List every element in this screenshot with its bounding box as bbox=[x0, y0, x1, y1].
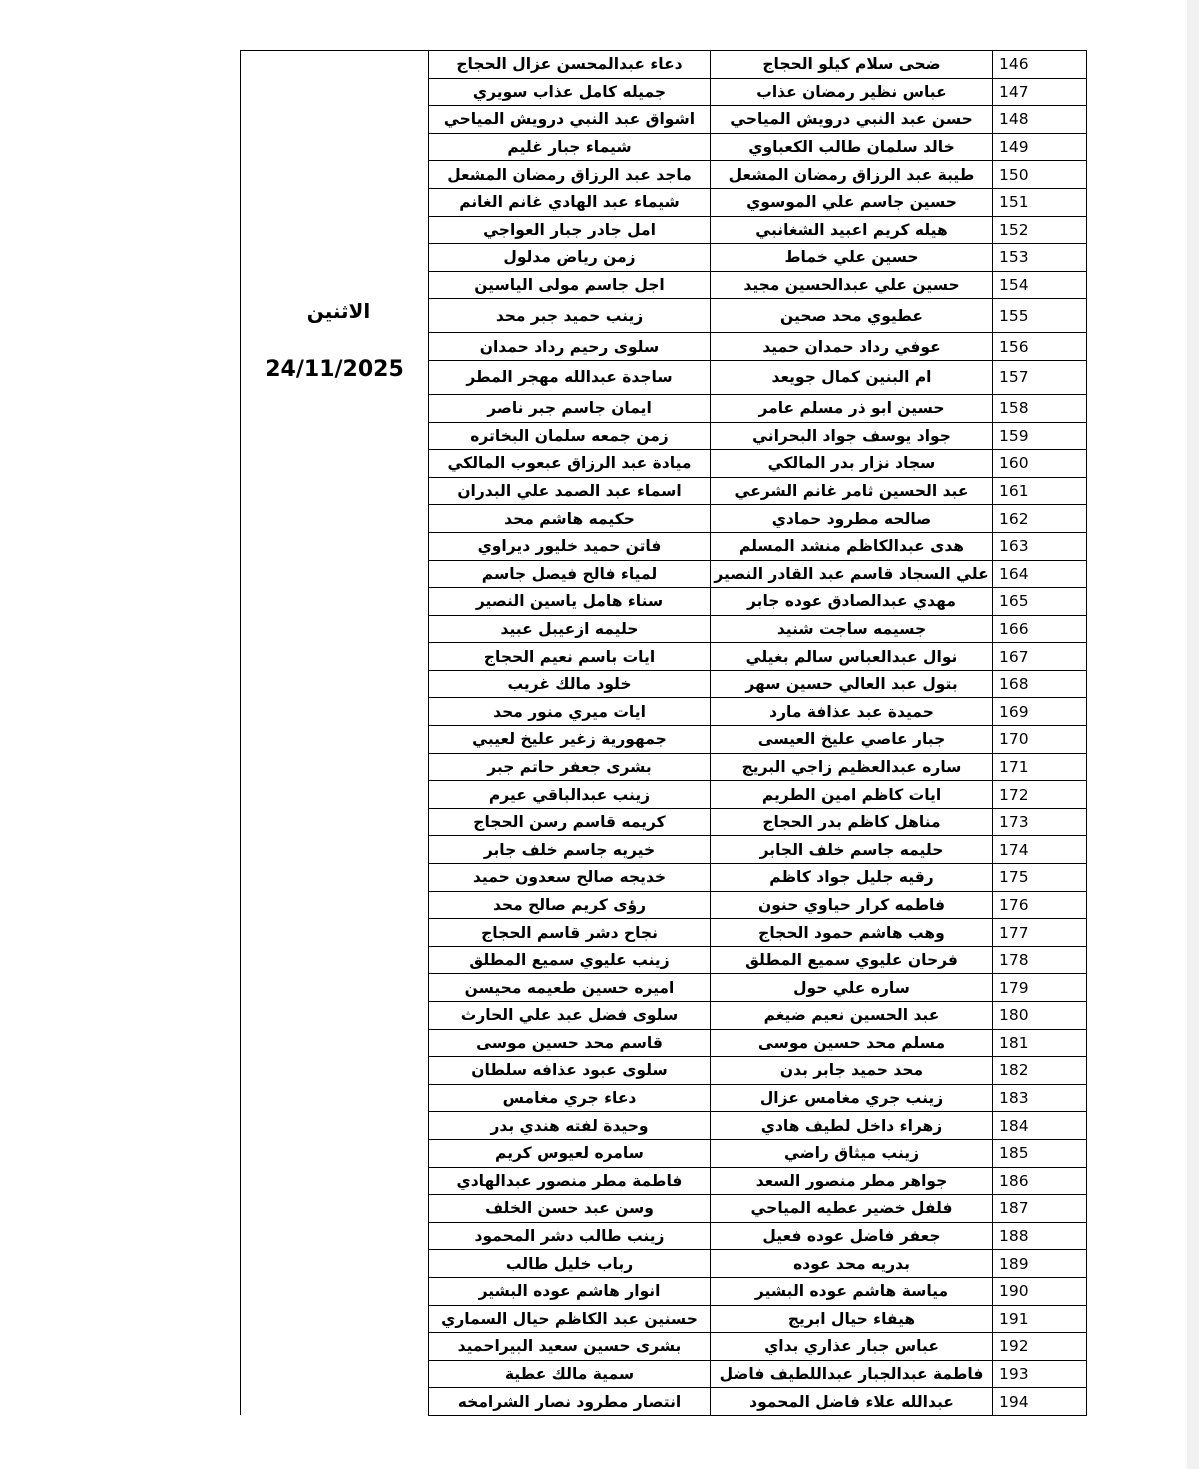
companion-name-cell: ايات باسم نعيم الحجاج bbox=[429, 643, 711, 671]
patient-name-cell: خالد سلمان طالب الكعباوي bbox=[711, 133, 993, 161]
row-number-cell: 180 bbox=[993, 1002, 1087, 1030]
patient-name-cell: عباس نظير رمضان عذاب bbox=[711, 78, 993, 106]
companion-name-cell: سامره لعيوس كريم bbox=[429, 1139, 711, 1167]
row-number-cell: 177 bbox=[993, 919, 1087, 947]
row-number-cell: 156 bbox=[993, 333, 1087, 361]
companion-name-cell: حكيمه هاشم محد bbox=[429, 505, 711, 533]
companion-name-cell: زينب عليوي سميع المطلق bbox=[429, 946, 711, 974]
companion-name-cell: اشواق عبد النبي درويش المياحي bbox=[429, 106, 711, 134]
companion-name-cell: كريمه قاسم رسن الحجاج bbox=[429, 808, 711, 836]
patient-name-cell: جواد يوسف جواد البحراني bbox=[711, 422, 993, 450]
patient-name-cell: حميدة عبد عذافة مارد bbox=[711, 698, 993, 726]
row-number-cell: 154 bbox=[993, 271, 1087, 299]
patient-name-cell: عبدالله علاء فاضل المحمود bbox=[711, 1388, 993, 1416]
row-number-cell: 176 bbox=[993, 891, 1087, 919]
patient-name-cell: فاطمه كرار حياوي حنون bbox=[711, 891, 993, 919]
companion-name-cell: ايمان جاسم جبر ناصر bbox=[429, 394, 711, 422]
row-number-cell: 179 bbox=[993, 974, 1087, 1002]
row-number-cell: 190 bbox=[993, 1277, 1087, 1305]
day-date: 24/11/2025 bbox=[265, 357, 404, 382]
patient-name-cell: عطيوي محد صحين bbox=[711, 299, 993, 333]
companion-name-cell: زمن جمعه سلمان البخاتره bbox=[429, 422, 711, 450]
row-number-cell: 153 bbox=[993, 244, 1087, 272]
companion-name-cell: فاطمة مطر منصور عبدالهادي bbox=[429, 1167, 711, 1195]
row-number-cell: 158 bbox=[993, 394, 1087, 422]
companion-name-cell: ميادة عبد الرزاق عبعوب المالكي bbox=[429, 450, 711, 478]
row-number-cell: 188 bbox=[993, 1222, 1087, 1250]
companion-name-cell: زمن رياض مدلول bbox=[429, 244, 711, 272]
patient-name-cell: فاطمة عبدالجبار عبداللطيف فاضل bbox=[711, 1360, 993, 1388]
row-number-cell: 189 bbox=[993, 1250, 1087, 1278]
patient-name-cell: حسين علي عبدالحسين مجيد bbox=[711, 271, 993, 299]
row-number-cell: 170 bbox=[993, 726, 1087, 754]
companion-name-cell: اميره حسين طعيمه محيسن bbox=[429, 974, 711, 1002]
row-number-cell: 174 bbox=[993, 836, 1087, 864]
companion-name-cell: جمهورية زغير عليخ لعيبي bbox=[429, 726, 711, 754]
patient-name-cell: صالحه مطرود حمادي bbox=[711, 505, 993, 533]
companion-name-cell: وحيدة لفته هندي بدر bbox=[429, 1112, 711, 1140]
companion-name-cell: بشرى جعفر حاتم جبر bbox=[429, 753, 711, 781]
companion-name-cell: ساجدة عبدالله مهجر المطر bbox=[429, 360, 711, 394]
companion-name-cell: جميله كامل عذاب سويري bbox=[429, 78, 711, 106]
patient-name-cell: بتول عبد العالي حسين سهر bbox=[711, 670, 993, 698]
patient-name-cell: هيفاء حيال ابريج bbox=[711, 1305, 993, 1333]
patient-name-cell: عوفي رداد حمدان حميد bbox=[711, 333, 993, 361]
companion-name-cell: اجل جاسم مولى الياسين bbox=[429, 271, 711, 299]
companion-name-cell: دعاء جري مغامس bbox=[429, 1084, 711, 1112]
companion-name-cell: خيريه جاسم خلف جابر bbox=[429, 836, 711, 864]
patient-name-cell: مناهل كاظم بدر الحجاج bbox=[711, 808, 993, 836]
patient-name-cell: هيله كريم اعبيد الشغانبي bbox=[711, 216, 993, 244]
row-number-cell: 164 bbox=[993, 560, 1087, 588]
patient-name-cell: مهدي عبدالصادق عوده جابر bbox=[711, 588, 993, 616]
companion-name-cell: شيماء جبار غليم bbox=[429, 133, 711, 161]
patient-name-cell: محد حميد جابر بدن bbox=[711, 1057, 993, 1085]
companion-name-cell: انتصار مطرود نصار الشرامخه bbox=[429, 1388, 711, 1416]
companion-name-cell: نجاح دشر قاسم الحجاج bbox=[429, 919, 711, 947]
row-number-cell: 184 bbox=[993, 1112, 1087, 1140]
patient-name-cell: جعفر فاضل عوده فعيل bbox=[711, 1222, 993, 1250]
row-number-cell: 186 bbox=[993, 1167, 1087, 1195]
row-number-cell: 181 bbox=[993, 1029, 1087, 1057]
row-number-cell: 168 bbox=[993, 670, 1087, 698]
companion-name-cell: سناء هامل ياسين النصير bbox=[429, 588, 711, 616]
patient-name-cell: عباس جبار عذاري بداي bbox=[711, 1333, 993, 1361]
patient-name-cell: جواهر مطر منصور السعد bbox=[711, 1167, 993, 1195]
patient-name-cell: حليمه جاسم خلف الجابر bbox=[711, 836, 993, 864]
patient-name-cell: حسين علي خماط bbox=[711, 244, 993, 272]
row-number-cell: 193 bbox=[993, 1360, 1087, 1388]
row-number-cell: 166 bbox=[993, 615, 1087, 643]
row-number-cell: 157 bbox=[993, 360, 1087, 394]
row-number-cell: 175 bbox=[993, 864, 1087, 892]
companion-name-cell: سلوى فضل عبد علي الحارث bbox=[429, 1002, 711, 1030]
companion-name-cell: زينب طالب دشر المحمود bbox=[429, 1222, 711, 1250]
row-number-cell: 167 bbox=[993, 643, 1087, 671]
companion-name-cell: سمية مالك عطية bbox=[429, 1360, 711, 1388]
schedule-table bbox=[240, 50, 1087, 1416]
companion-name-cell: انوار هاشم عوده البشير bbox=[429, 1277, 711, 1305]
companion-name-cell: قاسم محد حسين موسى bbox=[429, 1029, 711, 1057]
row-number-cell: 161 bbox=[993, 477, 1087, 505]
companion-name-cell: شيماء عبد الهادي غانم الغانم bbox=[429, 188, 711, 216]
day-name: الاثنين bbox=[306, 299, 371, 323]
row-number-cell: 194 bbox=[993, 1388, 1087, 1416]
companion-name-cell: زينب حميد جبر محد bbox=[429, 299, 711, 333]
companion-name-cell: بشرى حسين سعيد البيراحميد bbox=[429, 1333, 711, 1361]
companion-name-cell: رؤى كريم صالح محد bbox=[429, 891, 711, 919]
patient-name-cell: وهب هاشم حمود الحجاج bbox=[711, 919, 993, 947]
companion-name-cell: اسماء عبد الصمد علي البدران bbox=[429, 477, 711, 505]
row-number-cell: 182 bbox=[993, 1057, 1087, 1085]
patient-name-cell: هدى عبدالكاظم منشد المسلم bbox=[711, 532, 993, 560]
row-number-cell: 159 bbox=[993, 422, 1087, 450]
companion-name-cell: دعاء عبدالمحسن عزال الحجاج bbox=[429, 51, 711, 79]
companion-name-cell: حليمه ازعيبل عبيد bbox=[429, 615, 711, 643]
companion-name-cell: ماجد عبد الرزاق رمضان المشعل bbox=[429, 161, 711, 189]
companion-name-cell: حسنين عبد الكاظم حيال السماري bbox=[429, 1305, 711, 1333]
row-number-cell: 185 bbox=[993, 1139, 1087, 1167]
row-number-cell: 183 bbox=[993, 1084, 1087, 1112]
row-number-cell: 148 bbox=[993, 106, 1087, 134]
patient-name-cell: سجاد نزار بدر المالكي bbox=[711, 450, 993, 478]
patient-name-cell: زهراء داخل لطيف هادي bbox=[711, 1112, 993, 1140]
patient-name-cell: جبار عاصي عليخ العيسى bbox=[711, 726, 993, 754]
row-number-cell: 146 bbox=[993, 51, 1087, 79]
companion-name-cell: رباب خليل طالب bbox=[429, 1250, 711, 1278]
row-number-cell: 163 bbox=[993, 532, 1087, 560]
companion-name-cell: سلوى رحيم رداد حمدان bbox=[429, 333, 711, 361]
schedule-table-body bbox=[241, 51, 1087, 1416]
row-number-cell: 172 bbox=[993, 781, 1087, 809]
row-number-cell: 191 bbox=[993, 1305, 1087, 1333]
patient-name-cell: جسيمه ساجت شنيد bbox=[711, 615, 993, 643]
companion-name-cell: فاتن حميد خليور ديراوي bbox=[429, 532, 711, 560]
companion-name-cell: وسن عبد حسن الخلف bbox=[429, 1195, 711, 1223]
row-number-cell: 160 bbox=[993, 450, 1087, 478]
patient-name-cell: ضحى سلام كيلو الحجاج bbox=[711, 51, 993, 79]
companion-name-cell: خلود مالك غريب bbox=[429, 670, 711, 698]
patient-name-cell: حسن عبد النبي درويش المياحي bbox=[711, 106, 993, 134]
row-number-cell: 192 bbox=[993, 1333, 1087, 1361]
row-number-cell: 178 bbox=[993, 946, 1087, 974]
companion-name-cell: ايات ميري منور محد bbox=[429, 698, 711, 726]
row-number-cell: 147 bbox=[993, 78, 1087, 106]
patient-name-cell: مياسة هاشم عوده البشير bbox=[711, 1277, 993, 1305]
row-number-cell: 151 bbox=[993, 188, 1087, 216]
row-number-cell: 187 bbox=[993, 1195, 1087, 1223]
row-number-cell: 150 bbox=[993, 161, 1087, 189]
companion-name-cell: امل جادر جبار العواجي bbox=[429, 216, 711, 244]
patient-name-cell: بدريه محد عوده bbox=[711, 1250, 993, 1278]
patient-name-cell: ساره عبدالعظيم زاجي البريج bbox=[711, 753, 993, 781]
companion-name-cell: لمياء فالح فيصل جاسم bbox=[429, 560, 711, 588]
patient-name-cell: فلفل خضير عطيه المياحي bbox=[711, 1195, 993, 1223]
row-number-cell: 171 bbox=[993, 753, 1087, 781]
row-number-cell: 155 bbox=[993, 299, 1087, 333]
schedule-table-container bbox=[240, 50, 1086, 1416]
patient-name-cell: علي السجاد قاسم عبد القادر النصير bbox=[711, 560, 993, 588]
patient-name-cell: ساره علي حول bbox=[711, 974, 993, 1002]
patient-name-cell: زينب ميثاق راضي bbox=[711, 1139, 993, 1167]
patient-name-cell: ام البنين كمال جويعد bbox=[711, 360, 993, 394]
table-row bbox=[241, 51, 1087, 79]
patient-name-cell: عبد الحسين نعيم ضيغم bbox=[711, 1002, 993, 1030]
row-number-cell: 173 bbox=[993, 808, 1087, 836]
patient-name-cell: عبد الحسين ثامر غانم الشرعي bbox=[711, 477, 993, 505]
patient-name-cell: طيبة عبد الرزاق رمضان المشعل bbox=[711, 161, 993, 189]
patient-name-cell: نوال عبدالعباس سالم بغيلي bbox=[711, 643, 993, 671]
patient-name-cell: حسين جاسم علي الموسوي bbox=[711, 188, 993, 216]
row-number-cell: 152 bbox=[993, 216, 1087, 244]
patient-name-cell: فرحان عليوي سميع المطلق bbox=[711, 946, 993, 974]
companion-name-cell: خديجه صالح سعدون حميد bbox=[429, 864, 711, 892]
day-cell bbox=[241, 51, 429, 1416]
row-number-cell: 165 bbox=[993, 588, 1087, 616]
patient-name-cell: حسين ابو ذر مسلم عامر bbox=[711, 394, 993, 422]
patient-name-cell: ايات كاظم امين الطريم bbox=[711, 781, 993, 809]
row-number-cell: 149 bbox=[993, 133, 1087, 161]
page-edge bbox=[1187, 0, 1199, 1469]
companion-name-cell: زينب عبدالباقي عيرم bbox=[429, 781, 711, 809]
patient-name-cell: زينب جري مغامس عزال bbox=[711, 1084, 993, 1112]
row-number-cell: 169 bbox=[993, 698, 1087, 726]
patient-name-cell: رقيه جليل جواد كاظم bbox=[711, 864, 993, 892]
companion-name-cell: سلوى عبود عذافه سلطان bbox=[429, 1057, 711, 1085]
patient-name-cell: مسلم محد حسين موسى bbox=[711, 1029, 993, 1057]
row-number-cell: 162 bbox=[993, 505, 1087, 533]
